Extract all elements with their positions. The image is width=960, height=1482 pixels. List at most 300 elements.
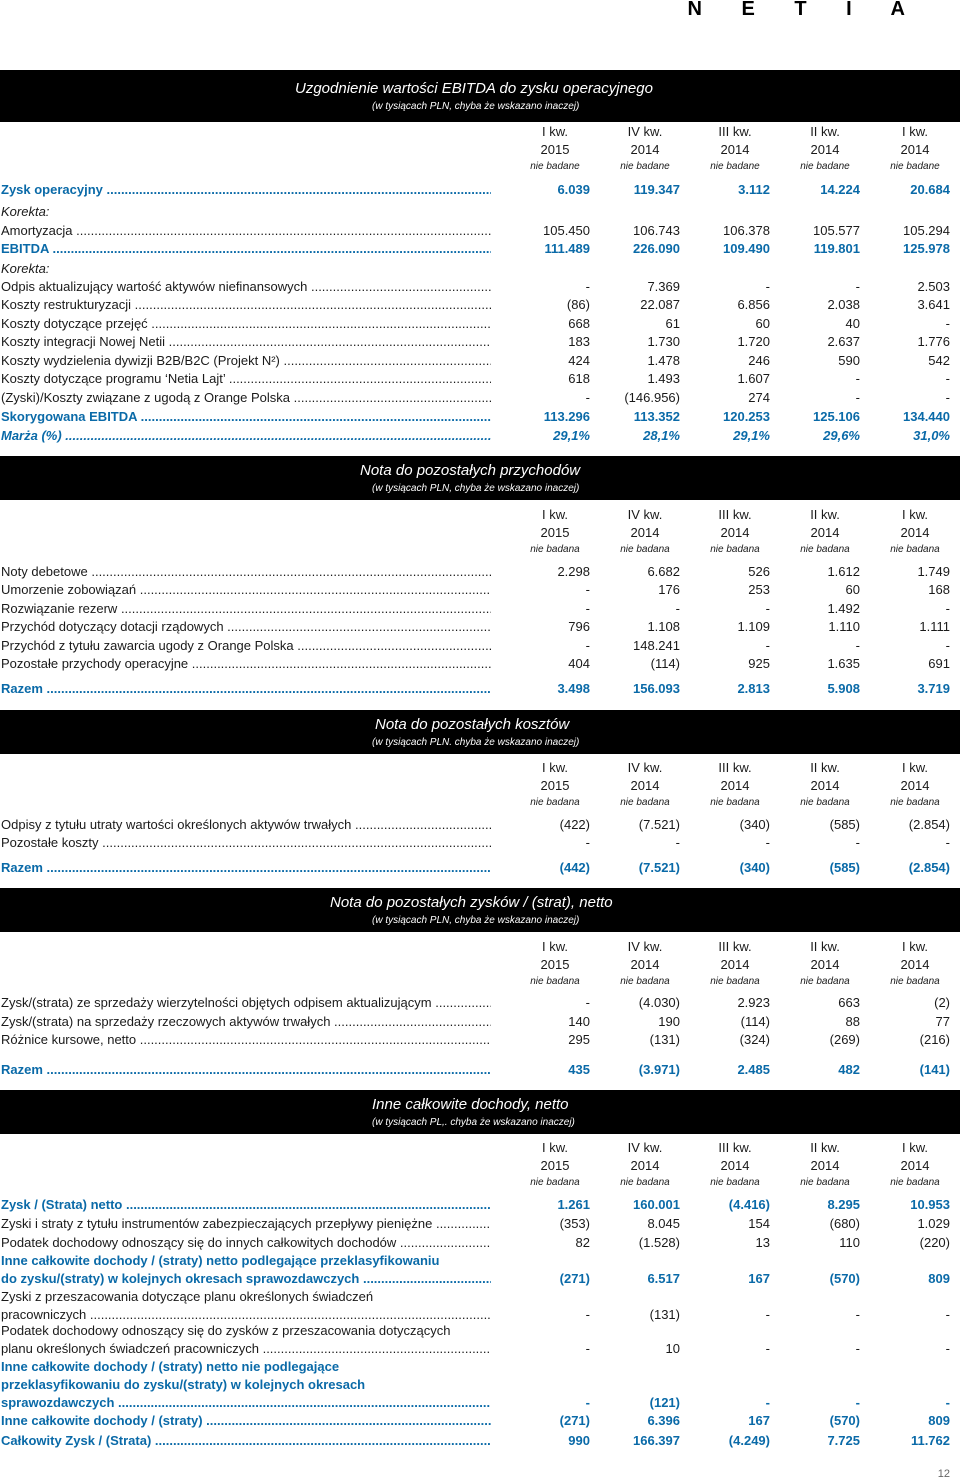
row-value: (7.521) — [638, 817, 680, 832]
table-row — [0, 278, 960, 296]
row-label: Koszty integracji Nowej Netii ..... — [1, 333, 491, 351]
column-quarter: I kw. — [901, 1140, 928, 1155]
row-value: 8.045 — [647, 1216, 680, 1231]
row-value: 435 — [568, 1062, 590, 1077]
table-row — [0, 1412, 960, 1430]
row-label: Razem ..... — [1, 859, 491, 877]
row-value: 154 — [748, 1216, 770, 1231]
column-quarter: IV kw. — [627, 939, 663, 954]
row-value: (114) — [650, 656, 680, 671]
row-label: Różnice kursowe, netto ..... — [1, 1031, 491, 1049]
column-year: 2015 — [540, 142, 570, 157]
row-value: 61 — [665, 316, 680, 331]
column-year: 2014 — [810, 778, 840, 793]
row-value: 1.776 — [917, 334, 950, 349]
row-value: 2.298 — [557, 564, 590, 579]
row-value: (146.956) — [624, 390, 680, 405]
row-value: (4.249) — [728, 1433, 770, 1448]
row-value: 1.110 — [828, 619, 860, 634]
row-label-multiline — [1, 1288, 491, 1324]
row-value: 796 — [568, 619, 590, 634]
table-row — [0, 315, 960, 333]
column-audit-note: nie badana — [530, 797, 580, 808]
table-row — [0, 637, 960, 655]
row-label: Zyski i straty z tytułu instrumentów zabezpieczających przepływy pieniężne ..... — [1, 1215, 491, 1233]
section-subtitle: (w tysiącach PLN, chyba że wskazano inaczej) — [372, 483, 580, 494]
row-value: - — [855, 1307, 860, 1322]
section-subtitle: (w tysiącach PLN, chyba że wskazano inaczej) — [372, 101, 580, 112]
row-value: 125.978 — [903, 241, 950, 256]
row-value: 6.682 — [647, 564, 680, 579]
row-value: 113.352 — [633, 409, 680, 424]
s4-banner — [0, 888, 960, 932]
row-label-line: Inne całkowite dochody / (straty) netto nie podlegające — [1, 1359, 340, 1374]
row-value: - — [765, 601, 770, 616]
section-subtitle: (w tysiącach PL,. chyba że wskazano inaczej) — [372, 1117, 575, 1128]
column-quarter: III kw. — [718, 760, 752, 775]
row-value: - — [585, 582, 590, 597]
column-quarter: III kw. — [718, 124, 752, 139]
row-value: - — [765, 1395, 770, 1410]
row-label-line: sprawozdawczych ..... — [1, 1394, 491, 1412]
row-value: 168 — [928, 582, 950, 597]
table-row — [0, 816, 960, 834]
column-audit-note: nie badane — [530, 161, 580, 172]
row-value: 2.503 — [917, 279, 950, 294]
row-value: 668 — [568, 316, 590, 331]
row-label: Zysk/(strata) na sprzedaży rzeczowych aktywów trwałych ..... — [1, 1013, 491, 1031]
row-value: 3.498 — [557, 681, 590, 696]
table-row — [0, 333, 960, 351]
row-value: 542 — [928, 353, 950, 368]
row-value: - — [855, 835, 860, 850]
column-year: 2015 — [540, 1158, 570, 1173]
row-value: - — [585, 835, 590, 850]
row-value: 2.485 — [737, 1062, 770, 1077]
row-value: 156.093 — [633, 681, 680, 696]
column-year: 2014 — [900, 142, 930, 157]
row-value: 8.295 — [827, 1197, 860, 1212]
row-value: (2.854) — [908, 860, 950, 875]
row-value: 482 — [838, 1062, 860, 1077]
row-value: 3.112 — [738, 182, 770, 197]
column-year: 2014 — [720, 1158, 750, 1173]
column-audit-note: nie badane — [620, 161, 670, 172]
column-audit-note: nie badana — [890, 1177, 940, 1188]
row-value: - — [945, 835, 950, 850]
brand-logo: N E T I A — [687, 0, 922, 20]
column-quarter: IV kw. — [627, 760, 663, 775]
table-row — [0, 1031, 960, 1049]
row-value: 10 — [665, 1341, 680, 1356]
row-value: 60 — [845, 582, 860, 597]
row-value: - — [855, 1341, 860, 1356]
section-title: Inne całkowite dochody, netto — [372, 1096, 569, 1113]
row-value: (86) — [566, 297, 590, 312]
row-label: Koszty wydzielenia dywizji B2B/B2C (Projekt N²) ..... — [1, 352, 491, 370]
row-label-line: przeklasyfikowaniu do zysku/(straty) w kolejnych okresach — [1, 1377, 366, 1392]
column-audit-note: nie badane — [710, 161, 760, 172]
row-value: - — [585, 279, 590, 294]
row-value: 1.749 — [917, 564, 950, 579]
row-label: Rozwiązanie rezerw ..... — [1, 600, 491, 618]
row-value: 148.241 — [633, 638, 680, 653]
column-year: 2014 — [720, 525, 750, 540]
table-row — [0, 600, 960, 618]
column-year: 2014 — [630, 142, 660, 157]
column-quarter: IV kw. — [627, 1140, 663, 1155]
column-audit-note: nie badana — [710, 544, 760, 555]
row-value: 1.635 — [827, 656, 860, 671]
section-title: Nota do pozostałych kosztów — [375, 716, 570, 733]
row-value: 2.038 — [827, 297, 860, 312]
column-year: 2014 — [630, 957, 660, 972]
table-row — [0, 834, 960, 852]
table-row — [0, 581, 960, 599]
row-label: (Zyski)/Koszty związane z ugodą z Orange Polska ..... — [1, 389, 491, 407]
row-label: EBITDA ..... — [1, 240, 491, 258]
row-label: Razem ..... — [1, 680, 491, 698]
row-value: 2.637 — [827, 334, 860, 349]
table-row — [0, 563, 960, 581]
row-label: Korekta: — [1, 261, 50, 276]
row-value: 226.090 — [633, 241, 680, 256]
row-value: - — [855, 638, 860, 653]
table-row — [0, 1061, 960, 1079]
row-value: 29,1% — [553, 428, 590, 443]
row-value: 60 — [755, 316, 770, 331]
row-value: 1.730 — [647, 334, 680, 349]
row-value: 1.111 — [919, 619, 950, 634]
s5-banner — [0, 1090, 960, 1134]
section-subtitle: (w tysiącach PLN, chyba że wskazano inaczej) — [372, 915, 580, 926]
row-value: - — [945, 1341, 950, 1356]
row-value: 1.607 — [737, 371, 770, 386]
page-number: 12 — [937, 1468, 950, 1480]
column-year: 2014 — [630, 1158, 660, 1173]
row-value: (131) — [649, 1307, 680, 1322]
column-quarter: IV kw. — [627, 507, 663, 522]
column-year: 2014 — [810, 142, 840, 157]
row-value: 990 — [568, 1433, 590, 1448]
column-quarter: II kw. — [810, 507, 840, 522]
row-value: - — [585, 601, 590, 616]
s1-banner — [0, 70, 960, 122]
table-row — [0, 680, 960, 698]
row-value: (680) — [829, 1216, 860, 1231]
row-value: - — [765, 1307, 770, 1322]
row-value: 167 — [748, 1413, 770, 1428]
row-value: 11.762 — [910, 1433, 950, 1448]
row-value: 6.039 — [557, 182, 590, 197]
column-year: 2014 — [810, 525, 840, 540]
column-year: 2015 — [540, 778, 570, 793]
column-audit-note: nie badana — [890, 976, 940, 987]
row-value: (271) — [559, 1413, 590, 1428]
row-value: - — [855, 1395, 860, 1410]
column-audit-note: nie badana — [530, 544, 580, 555]
row-value: 274 — [748, 390, 770, 405]
row-value: (2) — [934, 995, 950, 1010]
column-audit-note: nie badane — [800, 161, 850, 172]
row-value: (340) — [739, 817, 770, 832]
row-value: 1.720 — [737, 334, 770, 349]
row-value: (141) — [919, 1062, 950, 1077]
table-row — [0, 1234, 960, 1252]
row-value: 119.347 — [633, 182, 680, 197]
row-label-line: planu określonych świadczeń pracowniczych ..... — [1, 1340, 491, 1358]
row-value: - — [765, 835, 770, 850]
row-value: 22.087 — [640, 297, 680, 312]
row-value: 809 — [928, 1271, 950, 1286]
row-value: (4.416) — [728, 1197, 770, 1212]
section-title: Nota do pozostałych zysków / (strat), netto — [330, 894, 613, 911]
table-row — [0, 1215, 960, 1233]
row-value: - — [945, 638, 950, 653]
row-value: 140 — [568, 1014, 590, 1029]
table-row — [0, 408, 960, 426]
column-quarter: III kw. — [718, 507, 752, 522]
row-value: (570) — [829, 1413, 860, 1428]
row-value: 88 — [845, 1014, 860, 1029]
row-value: 82 — [575, 1235, 590, 1250]
row-label: Odpis aktualizujący wartość aktywów niefinansowych ..... — [1, 278, 491, 296]
row-label: Przychód z tytułu zawarcia ugody z Orange Polska ..... — [1, 637, 491, 655]
table-row — [0, 994, 960, 1012]
row-label-multiline — [1, 1252, 491, 1288]
row-label: Przychód dotyczący dotacji rządowych ..... — [1, 618, 491, 636]
row-label: Umorzenie zobowiązań ..... — [1, 581, 491, 599]
row-value: 166.397 — [633, 1433, 680, 1448]
s2-banner — [0, 456, 960, 500]
row-value: - — [945, 1307, 950, 1322]
row-value: 6.517 — [647, 1271, 680, 1286]
row-value: 2.923 — [737, 995, 770, 1010]
row-value: 6.856 — [737, 297, 770, 312]
column-year: 2015 — [540, 957, 570, 972]
row-value: 1.108 — [647, 619, 680, 634]
row-value: (585) — [829, 817, 860, 832]
row-value: (353) — [559, 1216, 590, 1231]
column-audit-note: nie badana — [530, 1177, 580, 1188]
row-value: 925 — [748, 656, 770, 671]
section-title: Nota do pozostałych przychodów — [360, 462, 581, 479]
row-value: - — [765, 279, 770, 294]
row-value: (121) — [649, 1395, 680, 1410]
row-label: Zysk operacyjny ..... — [1, 181, 491, 199]
column-audit-note: nie badane — [890, 161, 940, 172]
column-quarter: II kw. — [810, 1140, 840, 1155]
column-audit-note: nie badana — [800, 544, 850, 555]
column-quarter: I kw. — [901, 760, 928, 775]
column-year: 2014 — [900, 957, 930, 972]
row-label: Koszty dotyczące przejęć ..... — [1, 315, 491, 333]
row-value: (114) — [740, 1014, 770, 1029]
row-value: 105.577 — [813, 223, 860, 238]
column-year: 2014 — [810, 957, 840, 972]
table-row — [0, 427, 960, 445]
row-label: Zysk / (Strata) netto ..... — [1, 1196, 491, 1214]
section-title: Uzgodnienie wartości EBITDA do zysku operacyjnego — [295, 80, 653, 97]
row-value: 1.478 — [647, 353, 680, 368]
column-audit-note: nie badana — [530, 976, 580, 987]
row-value: 1.492 — [827, 601, 860, 616]
column-year: 2015 — [540, 525, 570, 540]
row-value: 10.953 — [910, 1197, 950, 1212]
row-value: 663 — [838, 995, 860, 1010]
row-value: 113.296 — [543, 409, 590, 424]
row-value: 125.106 — [813, 409, 860, 424]
row-value: 13 — [755, 1235, 770, 1250]
column-audit-note: nie badana — [620, 976, 670, 987]
column-audit-note: nie badana — [890, 544, 940, 555]
table-row — [0, 370, 960, 388]
row-value: - — [585, 638, 590, 653]
table-row — [0, 859, 960, 877]
row-value: (269) — [829, 1032, 860, 1047]
table-row — [0, 655, 960, 673]
row-value: (7.521) — [638, 860, 680, 875]
column-quarter: I kw. — [541, 1140, 568, 1155]
row-value: 1.109 — [737, 619, 770, 634]
column-audit-note: nie badana — [620, 544, 670, 555]
table-row — [0, 203, 960, 221]
row-value: - — [585, 995, 590, 1010]
column-year: 2014 — [720, 142, 750, 157]
column-quarter: I kw. — [541, 760, 568, 775]
row-value: 176 — [658, 582, 680, 597]
row-value: 119.801 — [813, 241, 860, 256]
row-value: 526 — [748, 564, 770, 579]
column-year: 2014 — [720, 957, 750, 972]
column-quarter: II kw. — [810, 124, 840, 139]
row-value: - — [585, 1307, 590, 1322]
row-value: 2.813 — [737, 681, 770, 696]
column-quarter: I kw. — [541, 124, 568, 139]
row-value: - — [855, 371, 860, 386]
column-year: 2014 — [900, 1158, 930, 1173]
row-value: 40 — [845, 316, 860, 331]
row-label: Koszty dotyczące programu ‘Netia Lajt’ ..... — [1, 370, 491, 388]
row-value: 3.719 — [917, 681, 950, 696]
row-value: - — [585, 1341, 590, 1356]
row-value: 5.908 — [827, 681, 860, 696]
row-value: (3.971) — [638, 1062, 680, 1077]
column-year: 2014 — [900, 525, 930, 540]
row-value: 691 — [928, 656, 950, 671]
row-value: 14.224 — [820, 182, 860, 197]
row-value: - — [945, 1395, 950, 1410]
row-value: 246 — [748, 353, 770, 368]
column-audit-note: nie badana — [800, 797, 850, 808]
row-value: 110 — [839, 1235, 860, 1250]
row-label: Zysk/(strata) ze sprzedaży wierzytelności objętych odpisem aktualizującym ..... — [1, 994, 491, 1012]
column-year: 2014 — [630, 778, 660, 793]
row-value: 105.294 — [903, 223, 950, 238]
row-value: 77 — [935, 1014, 950, 1029]
row-value: 134.440 — [903, 409, 950, 424]
table-row-multiline — [0, 1358, 960, 1412]
row-label: Odpisy z tytułu utraty wartości określonych aktywów trwałych ..... — [1, 816, 491, 834]
column-audit-note: nie badana — [710, 1177, 760, 1188]
row-value: - — [675, 601, 680, 616]
column-quarter: I kw. — [541, 507, 568, 522]
row-label: Skorygowana EBITDA ..... — [1, 408, 491, 426]
column-audit-note: nie badana — [620, 1177, 670, 1188]
row-label-line: do zysku/(straty) w kolejnych okresach sprawozdawczych ..... — [1, 1270, 491, 1288]
row-value: - — [765, 638, 770, 653]
row-value: - — [945, 371, 950, 386]
row-value: (4.030) — [638, 995, 680, 1010]
row-value: 29,1% — [733, 428, 770, 443]
row-value: - — [855, 390, 860, 405]
table-row — [0, 240, 960, 258]
row-label: Inne całkowite dochody / (straty) ..... — [1, 1412, 491, 1430]
row-label: Korekta: — [1, 204, 50, 219]
row-value: 109.490 — [723, 241, 770, 256]
row-value: 167 — [748, 1271, 770, 1286]
row-value: (220) — [919, 1235, 950, 1250]
row-value: - — [945, 316, 950, 331]
row-value: - — [765, 1341, 770, 1356]
row-value: 253 — [748, 582, 770, 597]
row-value: 106.743 — [633, 223, 680, 238]
row-value: 7.369 — [647, 279, 680, 294]
row-value: 183 — [568, 334, 590, 349]
row-label: Marża (%) ..... — [1, 427, 491, 445]
row-value: (131) — [649, 1032, 680, 1047]
row-value: 1.261 — [557, 1197, 590, 1212]
row-label: Noty debetowe ..... — [1, 563, 491, 581]
row-value: 1.029 — [917, 1216, 950, 1231]
row-value: 105.450 — [543, 223, 590, 238]
row-value: 106.378 — [723, 223, 770, 238]
table-row — [0, 181, 960, 199]
row-label-line: Zyski z przeszacowania dotyczące planu określonych świadczeń — [1, 1289, 374, 1304]
table-row — [0, 389, 960, 407]
table-row-multiline — [0, 1288, 960, 1324]
table-row — [0, 1432, 960, 1450]
row-value: (442) — [559, 860, 590, 875]
column-quarter: III kw. — [718, 1140, 752, 1155]
row-value: - — [585, 1395, 590, 1410]
row-value: (585) — [829, 860, 860, 875]
row-label: Pozostałe przychody operacyjne ..... — [1, 655, 491, 673]
row-label: Pozostałe koszty ..... — [1, 834, 491, 852]
column-quarter: I kw. — [541, 939, 568, 954]
row-value: - — [945, 601, 950, 616]
row-value: 28,1% — [643, 428, 680, 443]
row-value: 618 — [568, 371, 590, 386]
column-quarter: I kw. — [901, 507, 928, 522]
row-value: (1.528) — [638, 1235, 680, 1250]
row-label: Amortyzacja ..... — [1, 222, 491, 240]
row-value: 6.396 — [647, 1413, 680, 1428]
row-value: (422) — [559, 817, 590, 832]
table-row — [0, 222, 960, 240]
column-quarter: I kw. — [901, 939, 928, 954]
column-quarter: I kw. — [901, 124, 928, 139]
row-value: - — [675, 835, 680, 850]
row-label-multiline — [1, 1358, 491, 1412]
row-value: 424 — [568, 353, 590, 368]
row-label-line: Inne całkowite dochody / (straty) netto podlegające przeklasyfikowaniu — [1, 1253, 440, 1268]
column-quarter: III kw. — [718, 939, 752, 954]
row-value: 809 — [928, 1413, 950, 1428]
row-value: 590 — [838, 353, 860, 368]
row-value: (324) — [739, 1032, 770, 1047]
column-quarter: II kw. — [810, 760, 840, 775]
